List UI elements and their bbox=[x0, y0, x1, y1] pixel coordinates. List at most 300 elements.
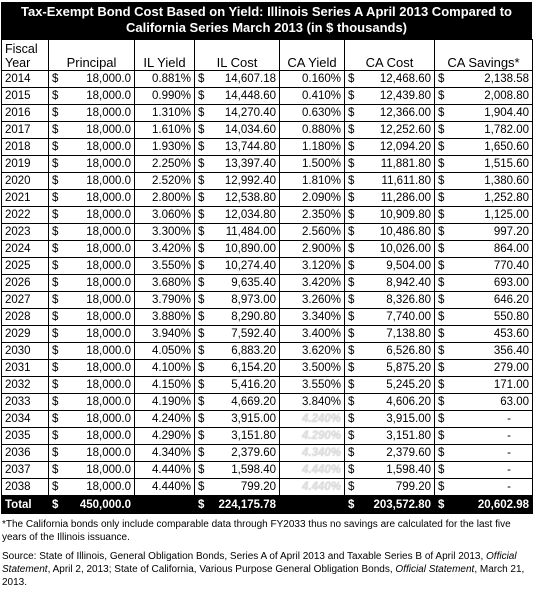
currency-symbol: $ bbox=[348, 72, 355, 85]
ca-cost: 9,504.00 bbox=[386, 259, 431, 272]
ca-cost: 8,942.40 bbox=[386, 276, 431, 289]
principal: 18,000.0 bbox=[86, 89, 131, 102]
header-row bbox=[2, 40, 533, 71]
fiscal-year: 2034 bbox=[2, 411, 49, 428]
il-cost-cell bbox=[195, 190, 280, 207]
ca-yield: 2.560% bbox=[280, 224, 345, 241]
currency-symbol: $ bbox=[198, 140, 205, 153]
ca-cost-cell bbox=[345, 241, 435, 258]
il-yield: 3.420% bbox=[135, 241, 195, 258]
principal-cell bbox=[49, 275, 135, 292]
ca-savings: - bbox=[507, 412, 511, 425]
currency-symbol: $ bbox=[438, 89, 445, 102]
currency-symbol: $ bbox=[52, 157, 59, 170]
il-cost-cell bbox=[195, 479, 280, 497]
table-row bbox=[2, 207, 533, 224]
ca-cost-cell bbox=[345, 479, 435, 497]
principal: 18,000.0 bbox=[86, 242, 131, 255]
currency-symbol: $ bbox=[438, 327, 445, 340]
ca-yield: 3.500% bbox=[280, 360, 345, 377]
table-title: Tax-Exempt Bond Cost Based on Yield: Illinois Series A April 2013 Compared to California Series March 2013 (in $ thousands) bbox=[1, 2, 532, 39]
principal-cell bbox=[49, 156, 135, 173]
fiscal-year: 2037 bbox=[2, 462, 49, 479]
total-ca-cost: 203,572.80 bbox=[373, 498, 431, 511]
ca-savings: 997.20 bbox=[493, 225, 529, 238]
ca-savings-cell bbox=[435, 241, 533, 258]
currency-symbol: $ bbox=[438, 310, 445, 323]
source-note bbox=[1, 550, 532, 589]
currency-symbol: $ bbox=[438, 378, 445, 391]
ca-cost: 799.20 bbox=[395, 480, 431, 493]
principal-cell bbox=[49, 224, 135, 241]
ca-savings-cell bbox=[435, 275, 533, 292]
currency-symbol: $ bbox=[438, 208, 445, 221]
principal: 18,000.0 bbox=[86, 123, 131, 136]
ca-cost: 11,881.80 bbox=[380, 157, 431, 170]
il-cost-cell bbox=[195, 71, 280, 88]
currency-symbol: $ bbox=[198, 174, 205, 187]
fiscal-year: 2029 bbox=[2, 326, 49, 343]
ca-cost-cell bbox=[345, 156, 435, 173]
principal: 18,000.0 bbox=[86, 463, 131, 476]
bond-cost-table bbox=[1, 39, 533, 514]
ca-cost: 1,598.40 bbox=[386, 463, 431, 476]
il-yield: 1.310% bbox=[135, 105, 195, 122]
il-cost: 12,992.40 bbox=[224, 174, 276, 187]
fiscal-year: 2031 bbox=[2, 360, 49, 377]
header-il-yield: IL Yield bbox=[135, 40, 195, 71]
principal-cell bbox=[49, 462, 135, 479]
il-cost-cell bbox=[195, 309, 280, 326]
il-yield: 4.290% bbox=[135, 428, 195, 445]
currency-symbol: $ bbox=[348, 378, 355, 391]
principal: 18,000.0 bbox=[86, 361, 131, 374]
ca-savings: 63.00 bbox=[500, 395, 529, 408]
ca-cost: 10,026.00 bbox=[379, 242, 431, 255]
currency-symbol: $ bbox=[198, 191, 205, 204]
ca-savings-cell bbox=[435, 156, 533, 173]
principal: 18,000.0 bbox=[86, 106, 131, 119]
source-prefix: Source: State of Illinois, General Obligation Bonds, Series A of April 2013 and Taxable Series B of April 2013, bbox=[2, 551, 484, 562]
ca-cost: 7,138.80 bbox=[386, 327, 431, 340]
ca-savings: - bbox=[507, 446, 511, 459]
il-cost: 6,883.20 bbox=[231, 344, 276, 357]
currency-symbol: $ bbox=[198, 208, 205, 221]
il-cost: 8,290.80 bbox=[231, 310, 276, 323]
currency-symbol: $ bbox=[52, 123, 59, 136]
currency-symbol: $ bbox=[438, 498, 445, 511]
currency-symbol: $ bbox=[198, 276, 205, 289]
ca-yield: 2.350% bbox=[280, 207, 345, 224]
ca-savings: 1,782.00 bbox=[484, 123, 529, 136]
ca-savings: 646.20 bbox=[493, 293, 529, 306]
table-row bbox=[2, 394, 533, 411]
currency-symbol: $ bbox=[348, 140, 355, 153]
fiscal-year: 2020 bbox=[2, 173, 49, 190]
ca-cost: 4,606.20 bbox=[386, 395, 431, 408]
currency-symbol: $ bbox=[348, 276, 355, 289]
currency-symbol: $ bbox=[52, 446, 59, 459]
table-row bbox=[2, 411, 533, 428]
fiscal-year: 2032 bbox=[2, 377, 49, 394]
il-cost: 5,416.20 bbox=[231, 378, 276, 391]
il-cost: 14,270.40 bbox=[224, 106, 276, 119]
currency-symbol: $ bbox=[438, 429, 445, 442]
currency-symbol: $ bbox=[198, 310, 205, 323]
ca-savings-cell bbox=[435, 479, 533, 497]
il-yield: 3.790% bbox=[135, 292, 195, 309]
il-yield: 4.100% bbox=[135, 360, 195, 377]
table-row bbox=[2, 309, 533, 326]
currency-symbol: $ bbox=[348, 242, 355, 255]
ca-savings: 864.00 bbox=[493, 242, 529, 255]
currency-symbol: $ bbox=[52, 344, 59, 357]
ca-savings: 693.00 bbox=[493, 276, 529, 289]
currency-symbol: $ bbox=[198, 378, 205, 391]
il-yield: 0.881% bbox=[135, 71, 195, 88]
ca-savings-cell bbox=[435, 139, 533, 156]
principal: 18,000.0 bbox=[86, 191, 131, 204]
ca-savings: 279.00 bbox=[493, 361, 529, 374]
principal: 18,000.0 bbox=[86, 72, 131, 85]
ca-savings-cell bbox=[435, 428, 533, 445]
ca-cost-cell bbox=[345, 224, 435, 241]
il-cost-cell bbox=[195, 122, 280, 139]
ca-savings-cell bbox=[435, 173, 533, 190]
il-yield: 3.880% bbox=[135, 309, 195, 326]
currency-symbol: $ bbox=[438, 106, 445, 119]
total-principal-cell bbox=[49, 496, 135, 514]
il-yield: 3.940% bbox=[135, 326, 195, 343]
currency-symbol: $ bbox=[348, 310, 355, 323]
currency-symbol: $ bbox=[52, 293, 59, 306]
il-cost-cell bbox=[195, 139, 280, 156]
ca-cost-cell bbox=[345, 445, 435, 462]
ca-savings: 2,138.58 bbox=[484, 72, 529, 85]
total-ca-savings: 20,602.98 bbox=[477, 498, 529, 511]
ca-yield: 4.290% bbox=[280, 428, 345, 445]
ca-yield: 0.410% bbox=[280, 88, 345, 105]
ca-cost-cell bbox=[345, 71, 435, 88]
il-yield: 3.060% bbox=[135, 207, 195, 224]
principal: 18,000.0 bbox=[86, 293, 131, 306]
header-il-cost: IL Cost bbox=[195, 40, 280, 71]
currency-symbol: $ bbox=[198, 259, 205, 272]
ca-cost-cell bbox=[345, 343, 435, 360]
total-ca-cost-cell bbox=[345, 496, 435, 514]
fiscal-year: 2027 bbox=[2, 292, 49, 309]
ca-savings: 453.60 bbox=[493, 327, 529, 340]
currency-symbol: $ bbox=[52, 106, 59, 119]
ca-savings-cell bbox=[435, 224, 533, 241]
ca-savings-cell bbox=[435, 207, 533, 224]
currency-symbol: $ bbox=[438, 276, 445, 289]
ca-yield: 3.550% bbox=[280, 377, 345, 394]
ca-savings: - bbox=[507, 480, 511, 493]
currency-symbol: $ bbox=[52, 259, 59, 272]
il-cost-cell bbox=[195, 394, 280, 411]
currency-symbol: $ bbox=[438, 140, 445, 153]
header-fiscal-year-line2: Year bbox=[5, 56, 31, 70]
fiscal-year: 2038 bbox=[2, 479, 49, 497]
il-cost: 2,379.60 bbox=[231, 446, 276, 459]
principal-cell bbox=[49, 122, 135, 139]
principal: 18,000.0 bbox=[86, 378, 131, 391]
total-label: Total bbox=[2, 496, 49, 514]
currency-symbol: $ bbox=[198, 123, 205, 136]
principal-cell bbox=[49, 105, 135, 122]
table-row bbox=[2, 122, 533, 139]
fiscal-year: 2035 bbox=[2, 428, 49, 445]
total-ca-yield-cell bbox=[280, 496, 345, 514]
ca-savings-cell bbox=[435, 71, 533, 88]
currency-symbol: $ bbox=[198, 225, 205, 238]
ca-savings-cell bbox=[435, 122, 533, 139]
fiscal-year: 2022 bbox=[2, 207, 49, 224]
ca-yield: 4.340% bbox=[280, 445, 345, 462]
currency-symbol: $ bbox=[198, 242, 205, 255]
currency-symbol: $ bbox=[198, 412, 205, 425]
principal: 18,000.0 bbox=[86, 344, 131, 357]
currency-symbol: $ bbox=[348, 327, 355, 340]
ca-cost-cell bbox=[345, 360, 435, 377]
ca-cost-cell bbox=[345, 462, 435, 479]
table-row bbox=[2, 326, 533, 343]
ca-cost: 3,915.00 bbox=[386, 412, 431, 425]
source-italic-2: Official Statement bbox=[395, 564, 475, 575]
il-yield: 2.800% bbox=[135, 190, 195, 207]
currency-symbol: $ bbox=[438, 344, 445, 357]
ca-yield: 0.880% bbox=[280, 122, 345, 139]
ca-cost-cell bbox=[345, 394, 435, 411]
currency-symbol: $ bbox=[52, 89, 59, 102]
ca-cost: 10,909.80 bbox=[379, 208, 431, 221]
principal-cell bbox=[49, 139, 135, 156]
table-row bbox=[2, 462, 533, 479]
total-row bbox=[2, 496, 533, 514]
ca-cost: 12,252.60 bbox=[379, 123, 431, 136]
ca-cost: 5,245.20 bbox=[386, 378, 431, 391]
il-yield: 4.340% bbox=[135, 445, 195, 462]
currency-symbol: $ bbox=[348, 157, 355, 170]
ca-savings-cell bbox=[435, 360, 533, 377]
il-cost: 6,154.20 bbox=[231, 361, 276, 374]
ca-cost: 12,439.80 bbox=[379, 89, 431, 102]
ca-cost-cell bbox=[345, 377, 435, 394]
ca-cost: 12,366.00 bbox=[379, 106, 431, 119]
il-cost-cell bbox=[195, 173, 280, 190]
currency-symbol: $ bbox=[438, 123, 445, 136]
ca-cost-cell bbox=[345, 326, 435, 343]
currency-symbol: $ bbox=[52, 242, 59, 255]
currency-symbol: $ bbox=[438, 361, 445, 374]
currency-symbol: $ bbox=[52, 412, 59, 425]
currency-symbol: $ bbox=[438, 242, 445, 255]
il-cost: 11,484.00 bbox=[225, 225, 276, 238]
il-yield: 4.190% bbox=[135, 394, 195, 411]
ca-cost: 12,468.60 bbox=[379, 72, 431, 85]
currency-symbol: $ bbox=[438, 480, 445, 493]
ca-cost-cell bbox=[345, 190, 435, 207]
fiscal-year: 2021 bbox=[2, 190, 49, 207]
currency-symbol: $ bbox=[438, 225, 445, 238]
il-cost: 3,915.00 bbox=[231, 412, 276, 425]
header-principal: Principal bbox=[49, 40, 135, 71]
fiscal-year: 2023 bbox=[2, 224, 49, 241]
currency-symbol: $ bbox=[348, 174, 355, 187]
ca-savings-cell bbox=[435, 445, 533, 462]
principal: 18,000.0 bbox=[86, 310, 131, 323]
ca-savings-cell bbox=[435, 88, 533, 105]
ca-yield: 3.400% bbox=[280, 326, 345, 343]
footnote: *The California bonds only include comparable data through FY2033 thus no savings are calculated for the last five years of the Illinois issuance. bbox=[2, 519, 511, 543]
table-row bbox=[2, 275, 533, 292]
table-row bbox=[2, 224, 533, 241]
il-yield: 2.520% bbox=[135, 173, 195, 190]
ca-cost-cell bbox=[345, 105, 435, 122]
header-ca-savings: CA Savings* bbox=[435, 40, 533, 71]
ca-yield: 3.840% bbox=[280, 394, 345, 411]
fiscal-year: 2015 bbox=[2, 88, 49, 105]
currency-symbol: $ bbox=[52, 480, 59, 493]
ca-savings-cell bbox=[435, 258, 533, 275]
principal-cell bbox=[49, 445, 135, 462]
il-cost-cell bbox=[195, 445, 280, 462]
ca-savings-cell bbox=[435, 462, 533, 479]
principal: 18,000.0 bbox=[86, 327, 131, 340]
principal-cell bbox=[49, 309, 135, 326]
ca-cost-cell bbox=[345, 139, 435, 156]
principal: 18,000.0 bbox=[86, 259, 131, 272]
ca-cost-cell bbox=[345, 428, 435, 445]
currency-symbol: $ bbox=[52, 463, 59, 476]
principal-cell bbox=[49, 190, 135, 207]
il-cost: 3,151.80 bbox=[231, 429, 276, 442]
ca-cost: 8,326.80 bbox=[386, 293, 431, 306]
currency-symbol: $ bbox=[348, 446, 355, 459]
il-cost-cell bbox=[195, 343, 280, 360]
table-row bbox=[2, 292, 533, 309]
header-ca-yield: CA Yield bbox=[280, 40, 345, 71]
il-yield: 4.440% bbox=[135, 479, 195, 497]
ca-savings: 1,252.80 bbox=[484, 191, 529, 204]
il-yield: 4.150% bbox=[135, 377, 195, 394]
il-cost: 13,397.40 bbox=[224, 157, 276, 170]
table-row bbox=[2, 173, 533, 190]
ca-yield: 4.240% bbox=[280, 411, 345, 428]
il-cost-cell bbox=[195, 360, 280, 377]
il-cost: 10,890.00 bbox=[224, 242, 276, 255]
ca-cost-cell bbox=[345, 88, 435, 105]
ca-savings-cell bbox=[435, 411, 533, 428]
currency-symbol: $ bbox=[52, 225, 59, 238]
il-cost: 8,973.00 bbox=[231, 293, 276, 306]
il-yield: 2.250% bbox=[135, 156, 195, 173]
table-row bbox=[2, 479, 533, 497]
currency-symbol: $ bbox=[52, 72, 59, 85]
ca-savings: 2,008.80 bbox=[484, 89, 529, 102]
ca-savings: 356.40 bbox=[493, 344, 529, 357]
currency-symbol: $ bbox=[348, 225, 355, 238]
fiscal-year: 2017 bbox=[2, 122, 49, 139]
ca-yield: 0.160% bbox=[280, 71, 345, 88]
il-yield: 1.930% bbox=[135, 139, 195, 156]
principal-cell bbox=[49, 479, 135, 497]
currency-symbol: $ bbox=[348, 480, 355, 493]
header-fiscal-year-line1: Fiscal bbox=[5, 42, 38, 56]
currency-symbol: $ bbox=[52, 208, 59, 221]
fiscal-year: 2016 bbox=[2, 105, 49, 122]
header-fiscal-year bbox=[2, 40, 49, 71]
ca-yield: 1.810% bbox=[280, 173, 345, 190]
currency-symbol: $ bbox=[198, 344, 205, 357]
ca-yield: 3.340% bbox=[280, 309, 345, 326]
il-yield: 0.990% bbox=[135, 88, 195, 105]
principal-cell bbox=[49, 411, 135, 428]
il-cost: 14,448.60 bbox=[224, 89, 276, 102]
ca-cost: 5,875.20 bbox=[386, 361, 431, 374]
il-cost-cell bbox=[195, 275, 280, 292]
principal-cell bbox=[49, 343, 135, 360]
il-cost-cell bbox=[195, 207, 280, 224]
currency-symbol: $ bbox=[198, 89, 205, 102]
currency-symbol: $ bbox=[438, 157, 445, 170]
source-suffix: , March 21, 2013. bbox=[2, 564, 525, 588]
currency-symbol: $ bbox=[438, 412, 445, 425]
fiscal-year: 2036 bbox=[2, 445, 49, 462]
fiscal-year: 2026 bbox=[2, 275, 49, 292]
ca-cost-cell bbox=[345, 207, 435, 224]
currency-symbol: $ bbox=[348, 293, 355, 306]
il-cost-cell bbox=[195, 292, 280, 309]
currency-symbol: $ bbox=[198, 327, 205, 340]
principal: 18,000.0 bbox=[86, 174, 131, 187]
currency-symbol: $ bbox=[438, 72, 445, 85]
ca-savings: - bbox=[507, 429, 511, 442]
principal-cell bbox=[49, 207, 135, 224]
ca-savings: 1,904.40 bbox=[484, 106, 529, 119]
currency-symbol: $ bbox=[52, 191, 59, 204]
principal: 18,000.0 bbox=[86, 157, 131, 170]
il-cost-cell bbox=[195, 156, 280, 173]
currency-symbol: $ bbox=[198, 361, 205, 374]
ca-savings: 550.80 bbox=[493, 310, 529, 323]
il-yield: 1.610% bbox=[135, 122, 195, 139]
ca-savings-cell bbox=[435, 309, 533, 326]
ca-cost: 2,379.60 bbox=[386, 446, 431, 459]
principal: 18,000.0 bbox=[86, 276, 131, 289]
principal-cell bbox=[49, 292, 135, 309]
il-cost-cell bbox=[195, 377, 280, 394]
principal-cell bbox=[49, 241, 135, 258]
il-cost-cell bbox=[195, 105, 280, 122]
principal-cell bbox=[49, 360, 135, 377]
ca-yield: 4.440% bbox=[280, 479, 345, 497]
principal: 18,000.0 bbox=[86, 480, 131, 493]
currency-symbol: $ bbox=[438, 174, 445, 187]
principal-cell bbox=[49, 258, 135, 275]
table-row bbox=[2, 360, 533, 377]
ca-cost: 7,740.00 bbox=[386, 310, 431, 323]
ca-yield: 1.180% bbox=[280, 139, 345, 156]
ca-cost-cell bbox=[345, 173, 435, 190]
ca-savings: 171.00 bbox=[493, 378, 529, 391]
ca-cost-cell bbox=[345, 292, 435, 309]
fiscal-year: 2030 bbox=[2, 343, 49, 360]
il-cost: 9,635.40 bbox=[231, 276, 276, 289]
il-cost-cell bbox=[195, 258, 280, 275]
currency-symbol: $ bbox=[52, 276, 59, 289]
